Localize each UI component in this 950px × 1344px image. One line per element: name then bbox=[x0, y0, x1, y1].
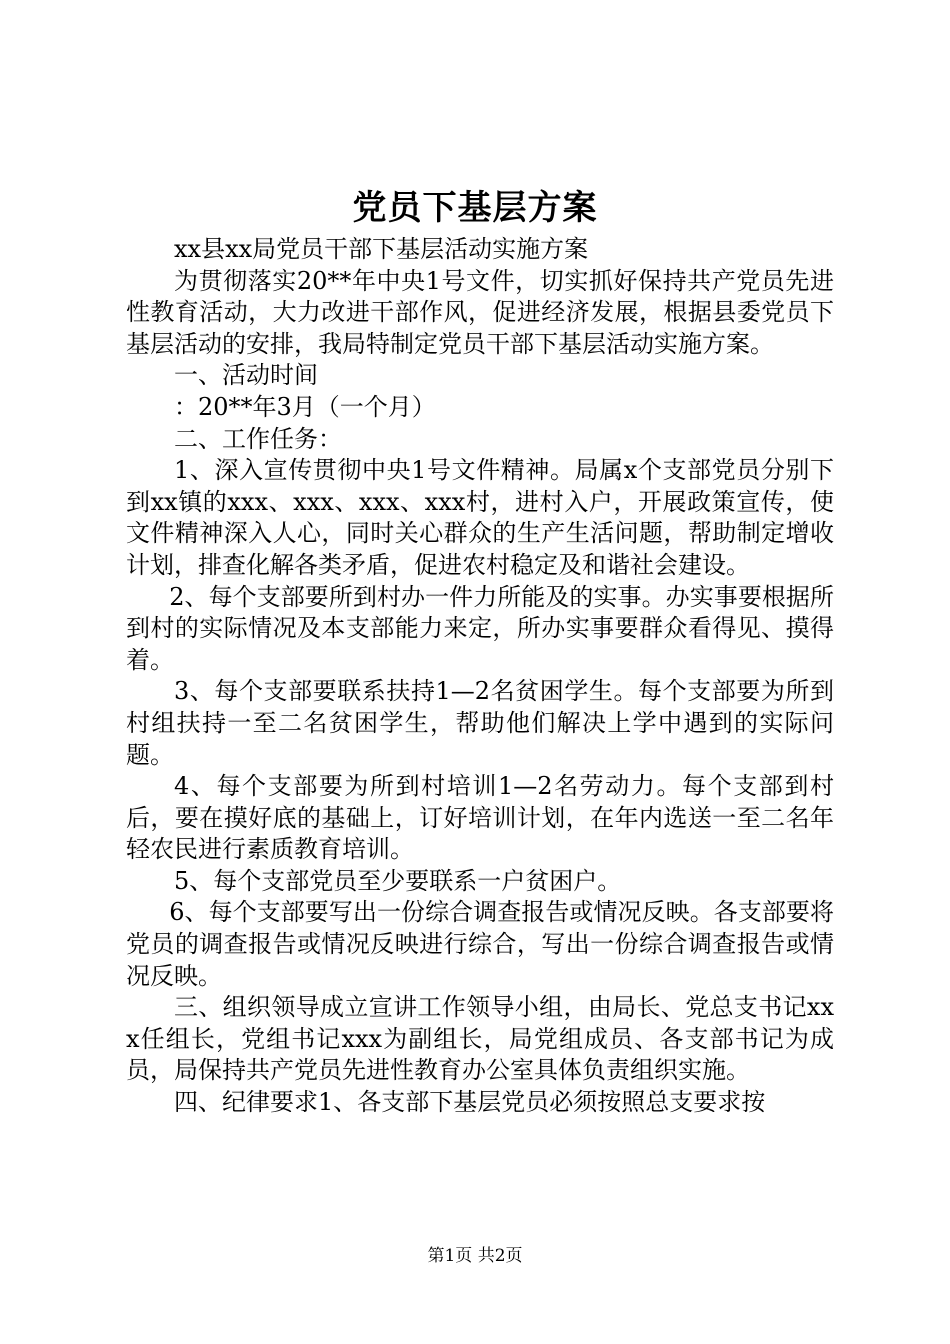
paragraph-intro: 为贯彻落实20**年中央1号文件，切实抓好保持共产党员先进性教育活动，大力改进干部作风，促进经济发展，根据县委党员下基层活动的安排，我局特制定党员干部下基层活动实施方案。 bbox=[126, 266, 834, 358]
document-title: 党员下基层方案 bbox=[352, 188, 598, 228]
paragraph-organization: 三、组织领导成立宣讲工作领导小组，由局长、党总支书记xxx任组长，党组书记xxx为副组长，局党组成员、各支部书记为成员，局保持共产党员先进性教育办公室具体负责组织实施。 bbox=[126, 993, 834, 1085]
paragraph-discipline: 四、纪律要求1、各支部下基层党员必须按照总支要求按 bbox=[174, 1088, 766, 1117]
paragraph-time: ：20**年3月（一个月） bbox=[174, 392, 436, 421]
paragraph-task-5: 5、每个支部党员至少要联系一户贫困户。 bbox=[174, 866, 622, 895]
section-heading-time: 一、活动时间 bbox=[174, 361, 318, 390]
section-heading-tasks: 二、工作任务： bbox=[174, 424, 342, 453]
paragraph-task-4: 4、每个支部要为所到村培训1—2名劳动力。每个支部到村后，要在摸好底的基础上，订好培训计划，在年内选送一至二名年轻农民进行素质教育培训。 bbox=[126, 772, 834, 864]
paragraph-task-2: 2、每个支部要所到村办一件力所能及的实事。办实事要根据所到村的实际情况及本支部能力来定，所办实事要群众看得见、摸得着。 bbox=[126, 582, 834, 674]
paragraph-subtitle: xx县xx局党员干部下基层活动实施方案 bbox=[174, 235, 589, 263]
paragraph-task-6: 6、每个支部要写出一份综合调查报告或情况反映。各支部要将党员的调查报告或情况反映进行综合，写出一份综合调查报告或情况反映。 bbox=[126, 898, 834, 990]
document-body bbox=[126, 234, 834, 1119]
paragraph-task-1: 1、深入宣传贯彻中央1号文件精神。局属x个支部党员分别下到xx镇的xxx、xxx、xxx、xxx村，进村入户，开展政策宣传，使文件精神深入人心，同时关心群众的生产生活问题，帮助制定增收计划，排查化解各类矛盾，促进农村稳定及和谐社会建设。 bbox=[126, 456, 834, 579]
paragraph-task-3: 3、每个支部要联系扶持1—2名贫困学生。每个支部要为所到村组扶持一至二名贫困学生，帮助他们解决上学中遇到的实际问题。 bbox=[126, 677, 834, 769]
page-number-footer: 第1页 共2页 bbox=[427, 1246, 523, 1266]
